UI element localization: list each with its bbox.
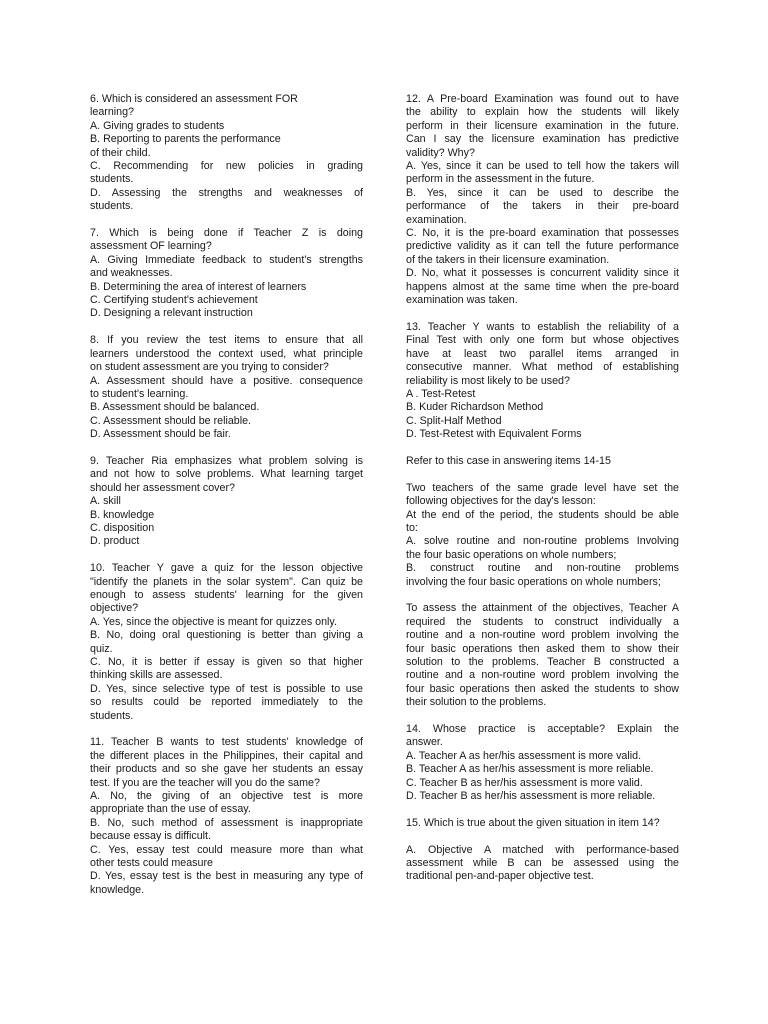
text-line: C. disposition — [90, 521, 155, 534]
text-line: B. Teacher A as her/his assessment is more reliable. — [406, 763, 654, 776]
text-line: and weaknesses. — [90, 267, 173, 280]
text-line: objective? — [90, 602, 139, 615]
text-line: routine and a non-routine word problem involving the — [406, 629, 679, 642]
text-line: D. Yes, since selective type of test is possible to use — [90, 682, 363, 695]
text-line: answer. — [406, 736, 443, 749]
text-line: enough to assess students' learning for the given — [90, 588, 363, 601]
text-line: D. Test-Retest with Equivalent Forms — [406, 428, 582, 441]
text-line: performance of the takers in their pre-board — [406, 200, 679, 213]
block-q9 — [90, 455, 363, 549]
text-line: should her assessment cover? — [90, 481, 235, 494]
text-line: C. No, it is the pre-board examination that possesses — [406, 227, 679, 240]
text-line: A. Teacher A as her/his assessment is more valid. — [406, 749, 642, 762]
text-line: on student assessment are you trying to consider? — [90, 361, 329, 374]
text-line: A. Objective A matched with performance-based — [406, 843, 679, 856]
block-case_ref — [406, 455, 679, 468]
text-line: Final Test with only one form but whose objectives — [406, 334, 679, 347]
text-line: of the takers in their licensure examination. — [406, 253, 610, 266]
text-line: test. If you are the teacher will you do the same? — [90, 776, 320, 789]
block-case_body — [406, 602, 679, 709]
text-line: B. Reporting to parents the performance — [90, 133, 281, 146]
text-line: 9. Teacher Ria emphasizes what problem solving is — [90, 454, 363, 467]
text-line: assessment OF learning? — [90, 240, 212, 253]
text-line: C. Recommending for new policies in grading — [90, 160, 363, 173]
text-line: B. Yes, since it can be used to describe the — [406, 186, 679, 199]
text-line: reliability is most likely to be used? — [406, 374, 570, 387]
text-line: assessment while B can be assessed using the — [406, 857, 679, 870]
text-line: B. construct routine and non-routine problems — [406, 562, 679, 575]
text-line: the ability to explain how the students will likely — [406, 106, 679, 119]
text-line: D. Teacher B as her/his assessment is more reliable. — [406, 790, 656, 803]
text-line: B. No, such method of assessment is inappropriate — [90, 816, 363, 829]
text-line: 11. Teacher B wants to test students' knowledge of — [90, 736, 363, 749]
text-line: A. Yes, since it can be used to tell how the takers will — [406, 160, 679, 173]
text-line: and not how to solve problems. What learning target — [90, 468, 363, 481]
text-line: D. Yes, essay test is the best in measuring any type of — [90, 870, 363, 883]
block-q15_a — [406, 844, 679, 884]
text-line: following objectives for the day's lesson: — [406, 495, 596, 508]
text-line: involving the four basic operations on whole numbers; — [406, 575, 661, 588]
text-line: "identify the planets in the solar system". Can quiz be — [90, 575, 363, 588]
text-line: to: — [406, 521, 418, 534]
text-line: examination was taken. — [406, 294, 518, 307]
text-line: D. No, what it possesses is concurrent validity since it — [406, 267, 679, 280]
text-line: Refer to this case in answering items 14-15 — [406, 454, 611, 467]
text-line: the four basic operations on whole numbers; — [406, 548, 617, 561]
text-line: B. Kuder Richardson Method — [406, 401, 544, 414]
text-line: D. product — [90, 535, 140, 548]
text-line: A. solve routine and non-routine problems Involving — [406, 535, 679, 548]
text-line: four basic operations then asked them to show their — [406, 642, 679, 655]
text-line: D. Designing a relevant instruction — [90, 307, 253, 320]
text-line: appropriate than the use of essay. — [90, 803, 251, 816]
text-line: to student's learning. — [90, 387, 189, 400]
text-line: perform in the assessment in the future. — [406, 173, 595, 186]
text-line: D. Assessing the strengths and weaknesses of — [90, 186, 363, 199]
text-line: quiz. — [90, 642, 113, 655]
text-line: so results could be reported immediately to the — [90, 696, 363, 709]
text-line: 15. Which is true about the given situation in item 14? — [406, 816, 660, 829]
block-q12 — [406, 93, 679, 308]
text-line: solution to the problems. Teacher B constructed a — [406, 656, 679, 668]
text-line: have at least two parallel items arranged in — [406, 347, 679, 360]
text-line: traditional pen-and-paper objective test. — [406, 870, 594, 883]
text-line: C. Certifying student's achievement — [90, 294, 258, 307]
text-line: their solution to the problems. — [406, 696, 547, 709]
text-line: A . Test-Retest — [406, 387, 476, 400]
text-line: students. — [90, 200, 134, 213]
text-line: 6. Which is considered an assessment FOR — [90, 93, 298, 105]
text-line: C. Assessment should be reliable. — [90, 414, 251, 427]
left-column — [90, 93, 363, 911]
text-line: learners understood the context used, what principle — [90, 347, 363, 360]
text-line: because essay is difficult. — [90, 830, 211, 843]
text-line: validity? Why? — [406, 146, 475, 159]
block-q6 — [90, 93, 363, 214]
text-line: A. Yes, since the objective is meant for quizzes only. — [90, 615, 337, 628]
text-line: B. No, doing oral questioning is better than giving a — [90, 629, 363, 642]
text-line: A. Giving Immediate feedback to student's strengths — [90, 253, 363, 266]
text-line: Can I say the licensure examination has predictive — [406, 133, 679, 146]
block-q10 — [90, 562, 363, 723]
text-line: the different places in the Philippines, their capital and — [90, 749, 363, 762]
text-line: required the students to construct individually a — [406, 615, 679, 628]
text-line: 12. A Pre-board Examination was found out to have — [406, 93, 679, 105]
text-line: A. Giving grades to students — [90, 119, 225, 132]
text-line: B. knowledge — [90, 508, 155, 521]
text-line: predictive validity as it can tell the future performance — [406, 240, 679, 253]
text-line: A. Assessment should have a positive. consequence — [90, 374, 363, 387]
text-line: thinking skills are assessed. — [90, 669, 223, 682]
text-line: A. skill — [90, 495, 121, 508]
block-q7 — [90, 227, 363, 321]
text-line: their products and so she gave her students an essay — [90, 763, 363, 776]
text-line: Two teachers of the same grade level have set the — [406, 481, 679, 494]
text-line: C. Yes, essay test could measure more than what — [90, 843, 363, 856]
text-line: At the end of the period, the students should be able — [406, 508, 679, 521]
text-line: routine and a non-routine word problem involving the — [406, 669, 679, 682]
text-line: consecutive manner. What method of establishing — [406, 361, 679, 374]
text-line: 8. If you review the test items to ensure that all — [90, 334, 363, 347]
text-line: learning? — [90, 106, 134, 119]
text-line: C. No, it is better if essay is given so that higher — [90, 656, 363, 668]
text-line: A. No, the giving of an objective test is more — [90, 790, 363, 803]
text-line: students. — [90, 173, 134, 186]
text-line: of their child. — [90, 146, 151, 159]
text-line: four basic operations then asked the students to show — [406, 682, 679, 695]
block-q11 — [90, 736, 363, 897]
text-line: students. — [90, 709, 134, 722]
text-line: knowledge. — [90, 883, 145, 896]
text-line: B. Determining the area of interest of learners — [90, 280, 307, 293]
text-line: other tests could measure — [90, 857, 213, 870]
text-line: B. Assessment should be balanced. — [90, 401, 260, 414]
block-case_intro — [406, 482, 679, 589]
block-q15 — [406, 817, 679, 830]
block-q8 — [90, 334, 363, 441]
text-line: C. Teacher B as her/his assessment is more valid. — [406, 776, 643, 789]
text-line: 14. Whose practice is acceptable? Explain the — [406, 723, 679, 736]
block-q13 — [406, 321, 679, 442]
text-line: To assess the attainment of the objectives, Teacher A — [406, 602, 679, 615]
text-line: perform in their licensure examination in the future. — [406, 119, 679, 132]
right-column — [406, 93, 679, 897]
text-line: D. Assessment should be fair. — [90, 428, 231, 441]
text-line: 10. Teacher Y gave a quiz for the lesson objective — [90, 562, 363, 575]
text-line: examination. — [406, 213, 467, 226]
text-line: 7. Which is being done if Teacher Z is doing — [90, 227, 363, 240]
text-line: 13. Teacher Y wants to establish the reliability of a — [406, 320, 679, 333]
block-q14 — [406, 723, 679, 803]
text-line: C. Split-Half Method — [406, 414, 502, 427]
text-line: happens almost at the same time when the pre-board — [406, 280, 679, 293]
